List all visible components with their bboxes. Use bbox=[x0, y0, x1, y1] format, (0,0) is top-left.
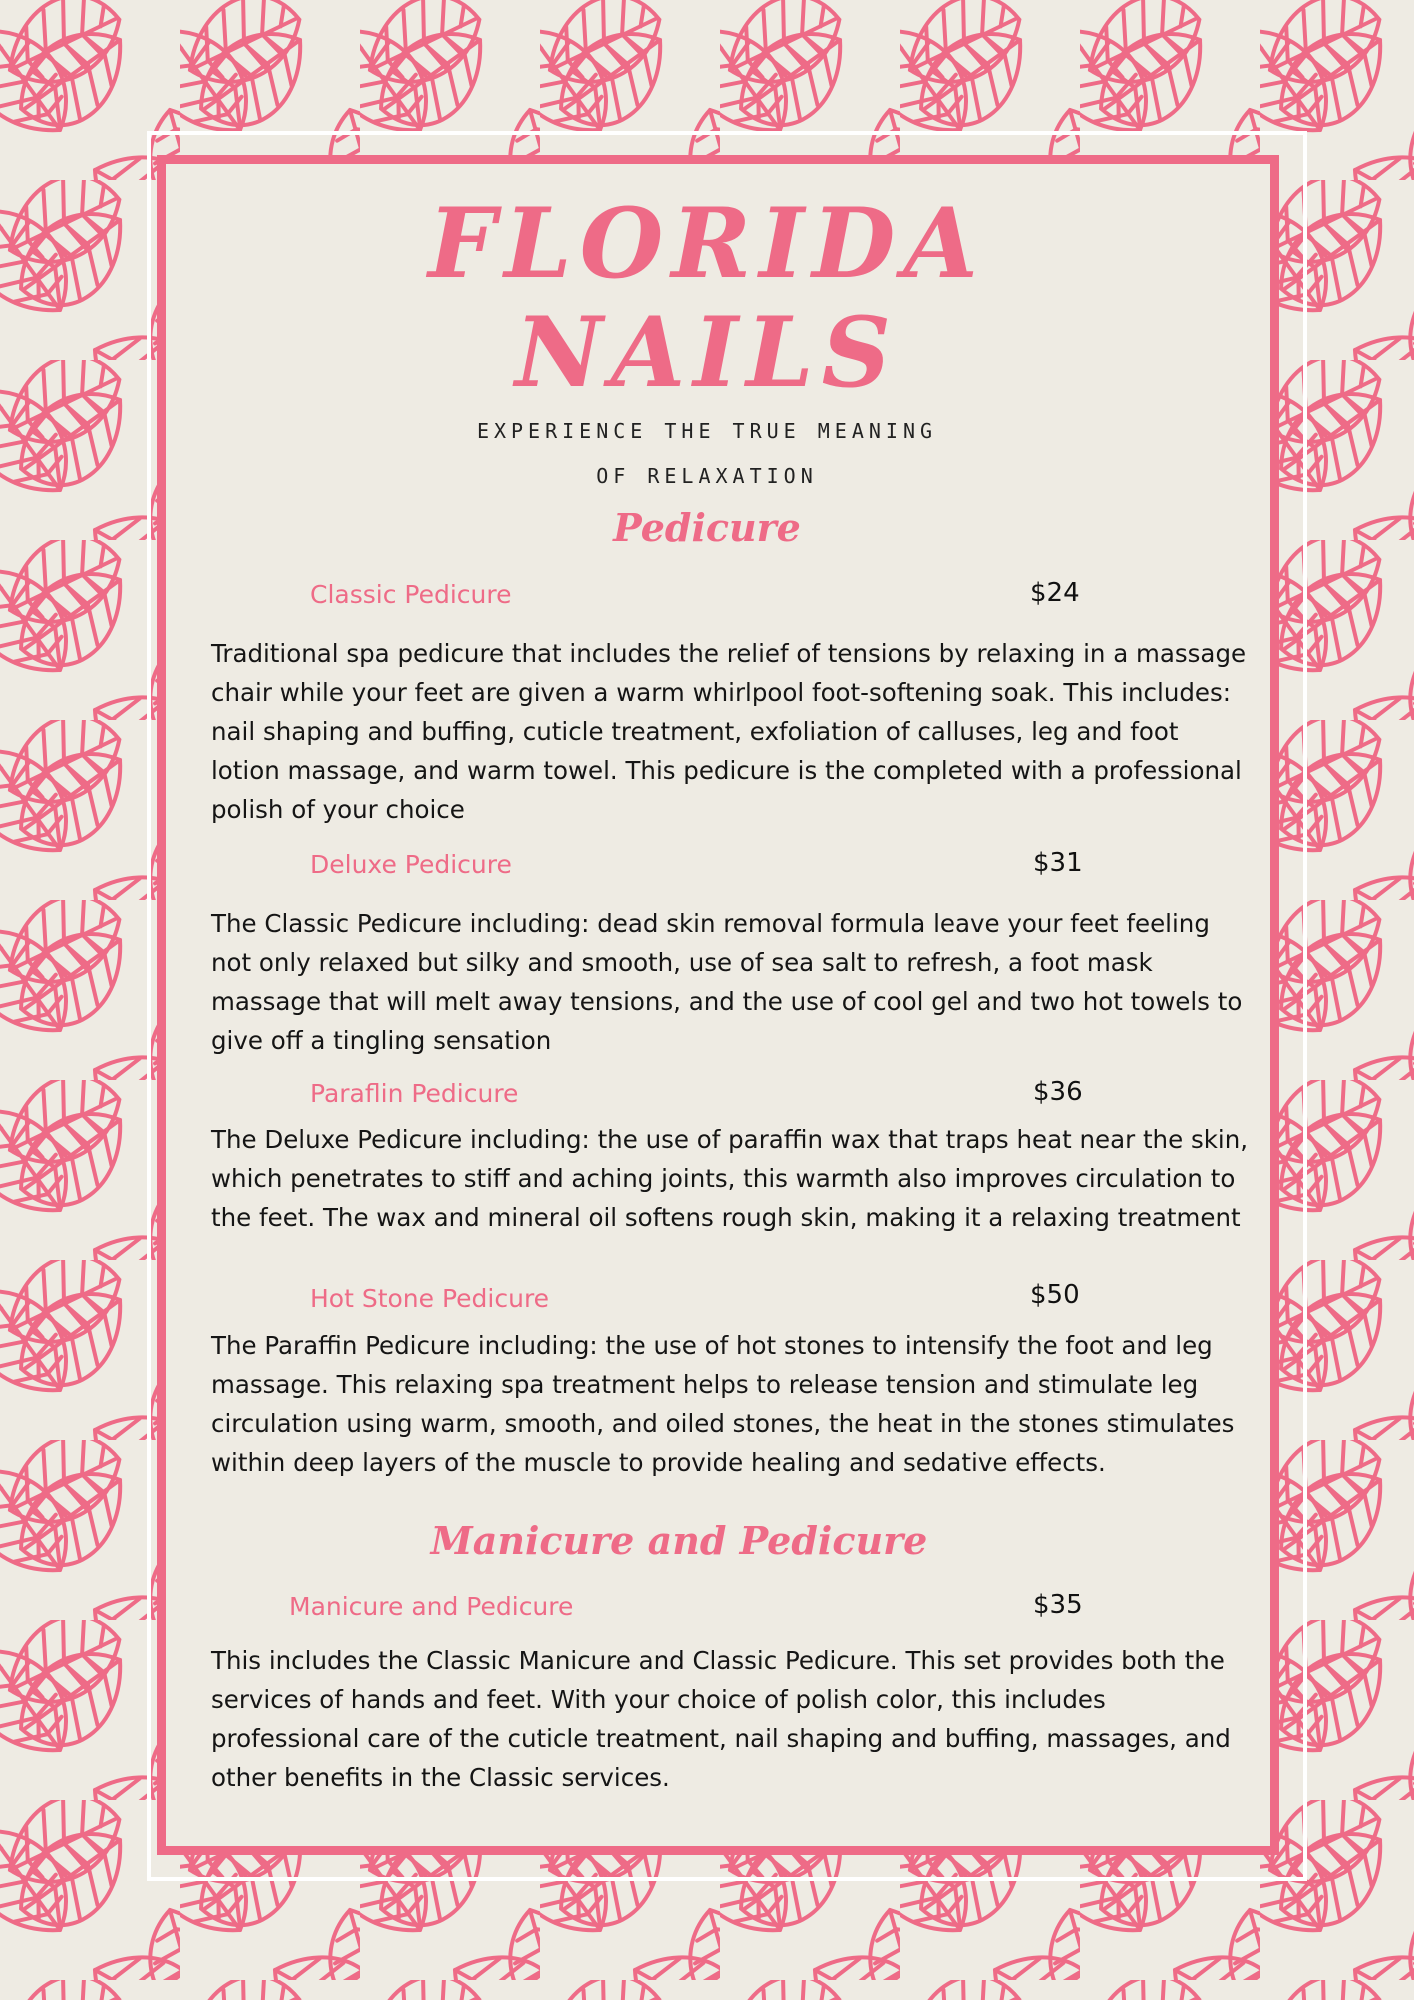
tagline-line2: OF RELAXATION bbox=[596, 464, 818, 488]
service-name-paraflin-pedicure: Paraflin Pedicure bbox=[310, 1079, 519, 1108]
service-price-manicure-and-pedicure: $35 bbox=[1033, 1590, 1083, 1620]
section-heading-pedicure: Pedicure bbox=[613, 505, 801, 550]
service-price-paraflin-pedicure: $36 bbox=[1033, 1077, 1083, 1107]
service-name-deluxe-pedicure: Deluxe Pedicure bbox=[310, 850, 512, 879]
section-heading-manicure-and-pedicure: Manicure and Pedicure bbox=[430, 1518, 928, 1563]
service-description-paraflin-pedicure: The Deluxe Pedicure including: the use of paraffin wax that traps heat near the skin, which penetrates to stiff and aching joints, this warmth also improves circulation to the feet. The wax and mineral oil softens rough skin, making it a relaxing treatment bbox=[211, 1125, 1249, 1232]
service-description-classic-pedicure: Traditional spa pedicure that includes the relief of tensions by relaxing in a massage chair while your feet are given a warm whirlpool foot-softening soak. This includes: nail shaping and buffing, cuticle treatment, exfoliation of calluses, leg and foot lotion massage, and warm towel. This pedicure is the completed with a professional polish of your choice bbox=[211, 639, 1247, 824]
service-name-hot-stone-pedicure: Hot Stone Pedicure bbox=[310, 1284, 550, 1313]
service-description-hot-stone-pedicure: The Paraffin Pedicure including: the use of hot stones to intensify the foot and leg massage. This relaxing spa treatment helps to release tension and stimulate leg circulation using warm, smooth, and oiled stones, the heat in the stones stimulates within deep layers of the muscle to provide healing and sedative effects. bbox=[211, 1331, 1235, 1477]
service-price-classic-pedicure: $24 bbox=[1030, 578, 1080, 608]
service-price-deluxe-pedicure: $31 bbox=[1033, 848, 1083, 878]
service-name-manicure-and-pedicure: Manicure and Pedicure bbox=[289, 1592, 574, 1621]
brand-title-line2: NAILS bbox=[515, 296, 899, 409]
service-price-hot-stone-pedicure: $50 bbox=[1030, 1280, 1080, 1310]
brand-title-line1: FLORIDA bbox=[428, 187, 986, 300]
service-description-deluxe-pedicure: The Classic Pedicure including: dead skin removal formula leave your feet feeling not only relaxed but silky and smooth, use of sea salt to refresh, a foot mask massage that will melt away tensions, and the use of cool gel and two hot towels to give off a tingling sensation bbox=[211, 909, 1243, 1055]
service-description-manicure-and-pedicure: This includes the Classic Manicure and Classic Pedicure. This set provides both the services of hands and feet. With your choice of polish color, this includes professional care of the cuticle treatment, nail shaping and buffing, massages, and other benefits in the Classic services. bbox=[211, 1646, 1231, 1792]
service-name-classic-pedicure: Classic Pedicure bbox=[310, 580, 512, 609]
tagline-line1: EXPERIENCE THE TRUE MEANING bbox=[476, 419, 938, 443]
